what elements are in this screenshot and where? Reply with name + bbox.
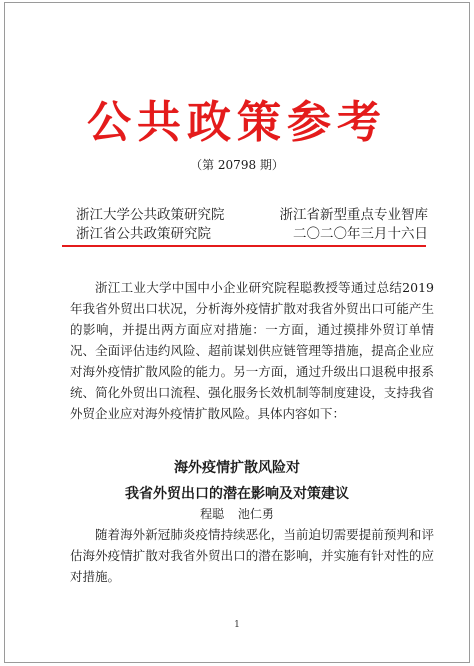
article-intro-paragraph: 随着海外新冠肺炎疫情持续恶化，当前迫切需要提前预判和评估海外疫情扩散对我省外贸出口的潜在影响，并实施有针对性的应对措施。: [70, 527, 434, 584]
organization-left-1: 浙江大学公共政策研究院: [76, 207, 225, 223]
article-title-line-2: 我省外贸出口的潜在影响及对策建议: [125, 486, 349, 502]
header-divider: [62, 245, 426, 247]
summary-block: [70, 277, 434, 424]
organization-right-1: 浙江省新型重点专业智库: [279, 207, 428, 223]
summary-paragraph: 浙江工业大学中国中小企业研究院程聪教授等通过总结2019 年我省外贸出口状况，分析海外疫情扩散对我省外贸出口可能产生的影响，并提出两方面应对措施：一方面，通过摸排外贸订单情况、全面评估违约风险、超前谋划供应链管理等措施，提高企业应对海外疫情扩散风险的能力。另一方面，通过升级出口退税申报系统、简化外贸出口流程、强化服务长效机制等制度建设，支持我省外贸企业应对海外疫情扩散风险。具体内容如下：: [70, 280, 434, 421]
publication-date: 二〇二〇年三月十六日: [293, 226, 428, 242]
article-authors: 程聪 池仁勇: [200, 507, 274, 521]
issue-number: （第 20798 期）: [190, 158, 284, 172]
page-number: 1: [234, 620, 240, 630]
organization-row-2: [76, 222, 428, 242]
organization-left-2: 浙江省公共政策研究院: [76, 226, 211, 242]
masthead-title: 公共政策参考: [87, 97, 387, 148]
article-body: [70, 524, 434, 587]
organization-row-1: [76, 203, 428, 223]
article-title-line-1: 海外疫情扩散风险对: [174, 460, 300, 476]
